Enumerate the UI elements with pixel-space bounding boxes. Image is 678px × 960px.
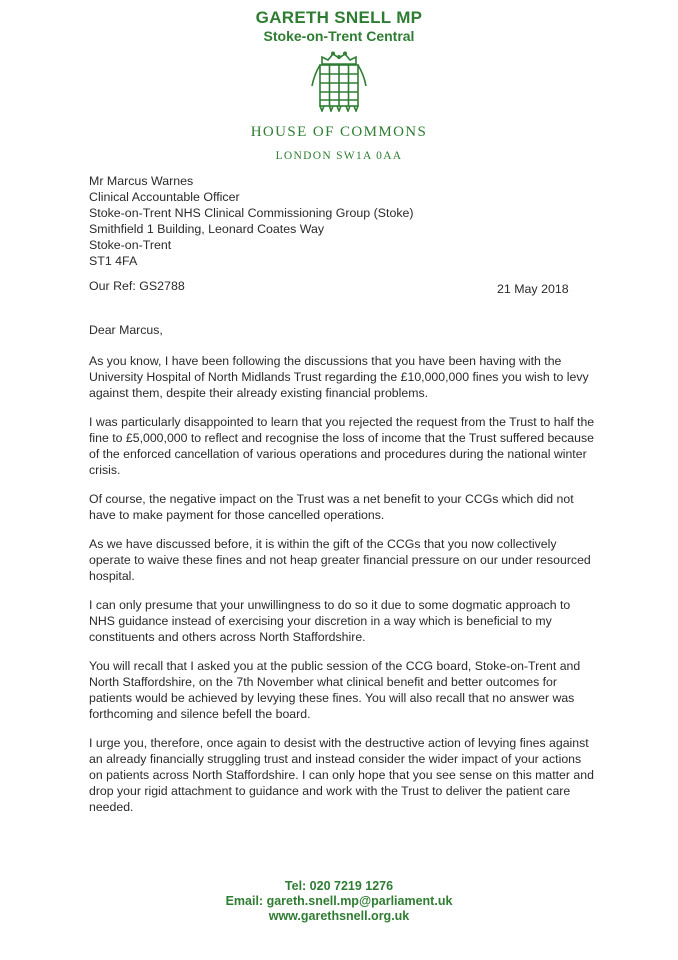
footer-email: Email: gareth.snell.mp@parliament.uk — [225, 894, 453, 908]
recipient-address — [89, 173, 414, 269]
recipient-line: ST1 4FA — [89, 254, 138, 268]
salutation: Dear Marcus, — [89, 323, 163, 337]
paragraph: As you know, I have been following the discussions that you have been having with the University Hospital of North Midlands Trust regarding the £10,000,000 fines you wish to levy against them, despite their already existing financial problems. — [89, 354, 589, 400]
london-address: LONDON SW1A 0AA — [275, 150, 403, 162]
letter-body — [89, 322, 597, 828]
constituency: Stoke-on-Trent Central — [263, 28, 415, 44]
paragraph: I can only presume that your unwillingness to do so it due to some dogmatic approach to NHS guidance instead of exercising your discretion in a way which is beneficial to my constituents and others across North Staffordshire. — [89, 598, 571, 644]
recipient-line: Smithfield 1 Building, Leonard Coates Way — [89, 222, 325, 236]
recipient-line: Stoke-on-Trent — [89, 238, 172, 252]
letter-date: 21 May 2018 — [497, 282, 569, 296]
contact-footer — [0, 879, 678, 924]
reference: Our Ref: GS2788 — [89, 279, 185, 293]
paragraph: Of course, the negative impact on the Trust was a net benefit to your CCGs which did not have to make payment for those cancelled operations. — [89, 492, 574, 522]
footer-tel: Tel: 020 7219 1276 — [284, 879, 394, 893]
portcullis-icon — [308, 50, 370, 112]
recipient-line: Clinical Accountable Officer — [89, 190, 240, 204]
footer-website: www.garethsnell.org.uk — [268, 909, 410, 923]
recipient-line: Mr Marcus Warnes — [89, 174, 194, 188]
paragraph: I was particularly disappointed to learn that you rejected the request from the Trust to half the fine to £5,000,000 to reflect and recognise the loss of income that the Trust suffered because of the enforced cancellation of various operations and procedures during the national winter crisis. — [89, 415, 595, 477]
house-of-commons: HOUSE OF COMMONS — [250, 124, 428, 140]
paragraph: You will recall that I asked you at the public session of the CCG board, Stoke-on-Trent and North Staffordshire, on the 7th November what clinical benefit and better outcomes for patients would be achieved by levying these fines. You will also recall that no answer was forthcoming and silence befell the board. — [89, 659, 581, 721]
recipient-line: Stoke-on-Trent NHS Clinical Commissioning Group (Stoke) — [89, 206, 414, 220]
mp-name: GARETH SNELL MP — [255, 8, 423, 27]
paragraph: As we have discussed before, it is within the gift of the CCGs that you now collectively operate to waive these fines and not heap greater financial pressure on our under resourced hospital. — [89, 537, 591, 583]
paragraph: I urge you, therefore, once again to desist with the destructive action of levying fines against an already financially struggling trust and instead consider the wider impact of your actions on patients across North Staffordshire. I can only hope that you see sense on this matter and drop your rigid attachment to guidance and work with the Trust to deliver the patient care needed. — [89, 736, 594, 814]
